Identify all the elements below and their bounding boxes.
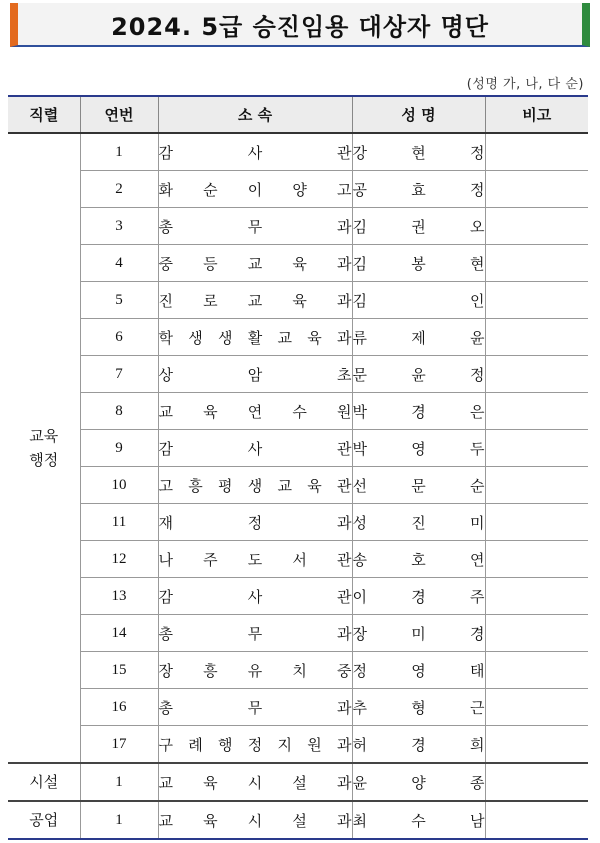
name-text: 정 영 태 (352, 661, 485, 680)
department-cell (158, 282, 352, 319)
department-cell (158, 615, 352, 652)
remarks-cell (485, 356, 588, 393)
name-text: 공 효 정 (352, 180, 485, 199)
name-text: 강 현 정 (352, 143, 485, 162)
table-row (8, 689, 588, 726)
name-cell (352, 652, 485, 689)
department-cell (158, 578, 352, 615)
department-text: 교 육 연 수 원 (158, 402, 352, 421)
column-header-name: 성 명 (352, 96, 485, 133)
name-cell (352, 467, 485, 504)
department-cell (158, 763, 352, 801)
remarks-cell (485, 282, 588, 319)
department-cell (158, 356, 352, 393)
remarks-cell (485, 171, 588, 208)
name-text: 류 제 윤 (352, 328, 485, 347)
name-cell (352, 319, 485, 356)
serial-number-cell: 3 (80, 208, 158, 245)
name-cell (352, 430, 485, 467)
remarks-cell (485, 467, 588, 504)
name-text: 박 경 은 (352, 402, 485, 421)
department-text: 감 사 관 (158, 439, 352, 458)
name-text: 허 경 희 (352, 735, 485, 754)
name-text: 김 인 (352, 291, 485, 310)
department-text: 교 육 시 설 과 (158, 811, 352, 830)
column-header-remarks: 비고 (485, 96, 588, 133)
department-text: 구 례 행 정 지 원 과 (158, 735, 352, 754)
department-cell (158, 726, 352, 764)
name-cell (352, 208, 485, 245)
name-cell (352, 393, 485, 430)
name-text: 장 미 경 (352, 624, 485, 643)
department-cell (158, 801, 352, 839)
table-row (8, 430, 588, 467)
serial-number-cell: 16 (80, 689, 158, 726)
remarks-cell (485, 133, 588, 171)
column-header-department: 소 속 (158, 96, 352, 133)
serial-number-cell: 15 (80, 652, 158, 689)
name-text: 김 권 오 (352, 217, 485, 236)
table-row (8, 356, 588, 393)
table-row (8, 393, 588, 430)
serial-number-cell: 6 (80, 319, 158, 356)
department-text: 화 순 이 양 고 (158, 180, 352, 199)
serial-number-cell: 13 (80, 578, 158, 615)
serial-number-cell: 11 (80, 504, 158, 541)
name-text: 선 문 순 (352, 476, 485, 495)
name-text: 성 진 미 (352, 513, 485, 532)
remarks-cell (485, 726, 588, 764)
department-text: 상 암 초 (158, 365, 352, 384)
name-text: 이 경 주 (352, 587, 485, 606)
name-cell (352, 356, 485, 393)
serial-number-cell: 1 (80, 763, 158, 801)
name-cell (352, 763, 485, 801)
department-text: 교 육 시 설 과 (158, 773, 352, 792)
series-cell: 시설 (8, 763, 80, 801)
department-cell (158, 541, 352, 578)
table-row (8, 801, 588, 839)
table-row (8, 467, 588, 504)
series-cell: 교육 행정 (8, 133, 80, 763)
page-title: 2024. 5급 승진임용 대상자 명단 (111, 12, 489, 41)
remarks-cell (485, 689, 588, 726)
department-text: 재 정 과 (158, 513, 352, 532)
department-text: 나 주 도 서 관 (158, 550, 352, 569)
remarks-cell (485, 504, 588, 541)
remarks-cell (485, 578, 588, 615)
table-row (8, 541, 588, 578)
name-cell (352, 504, 485, 541)
table-row (8, 133, 588, 171)
department-text: 진 로 교 육 과 (158, 291, 352, 310)
remarks-cell (485, 208, 588, 245)
title-banner (10, 3, 590, 47)
serial-number-cell: 10 (80, 467, 158, 504)
name-text: 송 호 연 (352, 550, 485, 569)
name-cell (352, 133, 485, 171)
name-cell (352, 282, 485, 319)
table-row (8, 319, 588, 356)
name-cell (352, 245, 485, 282)
remarks-cell (485, 393, 588, 430)
department-cell (158, 430, 352, 467)
name-text: 추 형 근 (352, 698, 485, 717)
name-cell (352, 689, 485, 726)
roster-table (8, 95, 588, 840)
department-cell (158, 208, 352, 245)
table-row (8, 763, 588, 801)
series-cell: 공업 (8, 801, 80, 839)
department-text: 고 흥 평 생 교 육 관 (158, 476, 352, 495)
serial-number-cell: 1 (80, 801, 158, 839)
column-header-number: 연번 (80, 96, 158, 133)
table-row (8, 578, 588, 615)
department-cell (158, 393, 352, 430)
name-cell (352, 171, 485, 208)
serial-number-cell: 1 (80, 133, 158, 171)
table-row (8, 208, 588, 245)
header-row (8, 96, 588, 133)
department-text: 중 등 교 육 과 (158, 254, 352, 273)
table-row (8, 171, 588, 208)
table-row (8, 282, 588, 319)
remarks-cell (485, 319, 588, 356)
serial-number-cell: 2 (80, 171, 158, 208)
department-text: 총 무 과 (158, 698, 352, 717)
remarks-cell (485, 763, 588, 801)
remarks-cell (485, 541, 588, 578)
name-text: 김 봉 현 (352, 254, 485, 273)
department-text: 감 사 관 (158, 587, 352, 606)
name-cell (352, 615, 485, 652)
remarks-cell (485, 615, 588, 652)
name-cell (352, 541, 485, 578)
table-row (8, 504, 588, 541)
department-text: 감 사 관 (158, 143, 352, 162)
column-header-series: 직렬 (8, 96, 80, 133)
roster-body (8, 133, 588, 839)
department-text: 총 무 과 (158, 217, 352, 236)
department-text: 학 생 생 활 교 육 과 (158, 328, 352, 347)
serial-number-cell: 12 (80, 541, 158, 578)
department-cell (158, 133, 352, 171)
serial-number-cell: 5 (80, 282, 158, 319)
department-cell (158, 467, 352, 504)
name-text: 윤 양 종 (352, 773, 485, 792)
table-row (8, 615, 588, 652)
department-cell (158, 319, 352, 356)
name-text: 최 수 남 (352, 811, 485, 830)
department-cell (158, 689, 352, 726)
department-text: 장 흥 유 치 중 (158, 661, 352, 680)
department-text: 총 무 과 (158, 624, 352, 643)
table-row (8, 726, 588, 764)
remarks-cell (485, 652, 588, 689)
table-row (8, 245, 588, 282)
serial-number-cell: 17 (80, 726, 158, 764)
serial-number-cell: 7 (80, 356, 158, 393)
remarks-cell (485, 245, 588, 282)
serial-number-cell: 4 (80, 245, 158, 282)
name-cell (352, 801, 485, 839)
department-cell (158, 171, 352, 208)
serial-number-cell: 8 (80, 393, 158, 430)
department-cell (158, 245, 352, 282)
table-row (8, 652, 588, 689)
department-cell (158, 504, 352, 541)
name-text: 문 윤 정 (352, 365, 485, 384)
name-cell (352, 726, 485, 764)
serial-number-cell: 9 (80, 430, 158, 467)
serial-number-cell: 14 (80, 615, 158, 652)
department-cell (158, 652, 352, 689)
remarks-cell (485, 801, 588, 839)
name-text: 박 영 두 (352, 439, 485, 458)
name-cell (352, 578, 485, 615)
remarks-cell (485, 430, 588, 467)
sort-note: (성명 가, 나, 다 순) (466, 77, 584, 92)
